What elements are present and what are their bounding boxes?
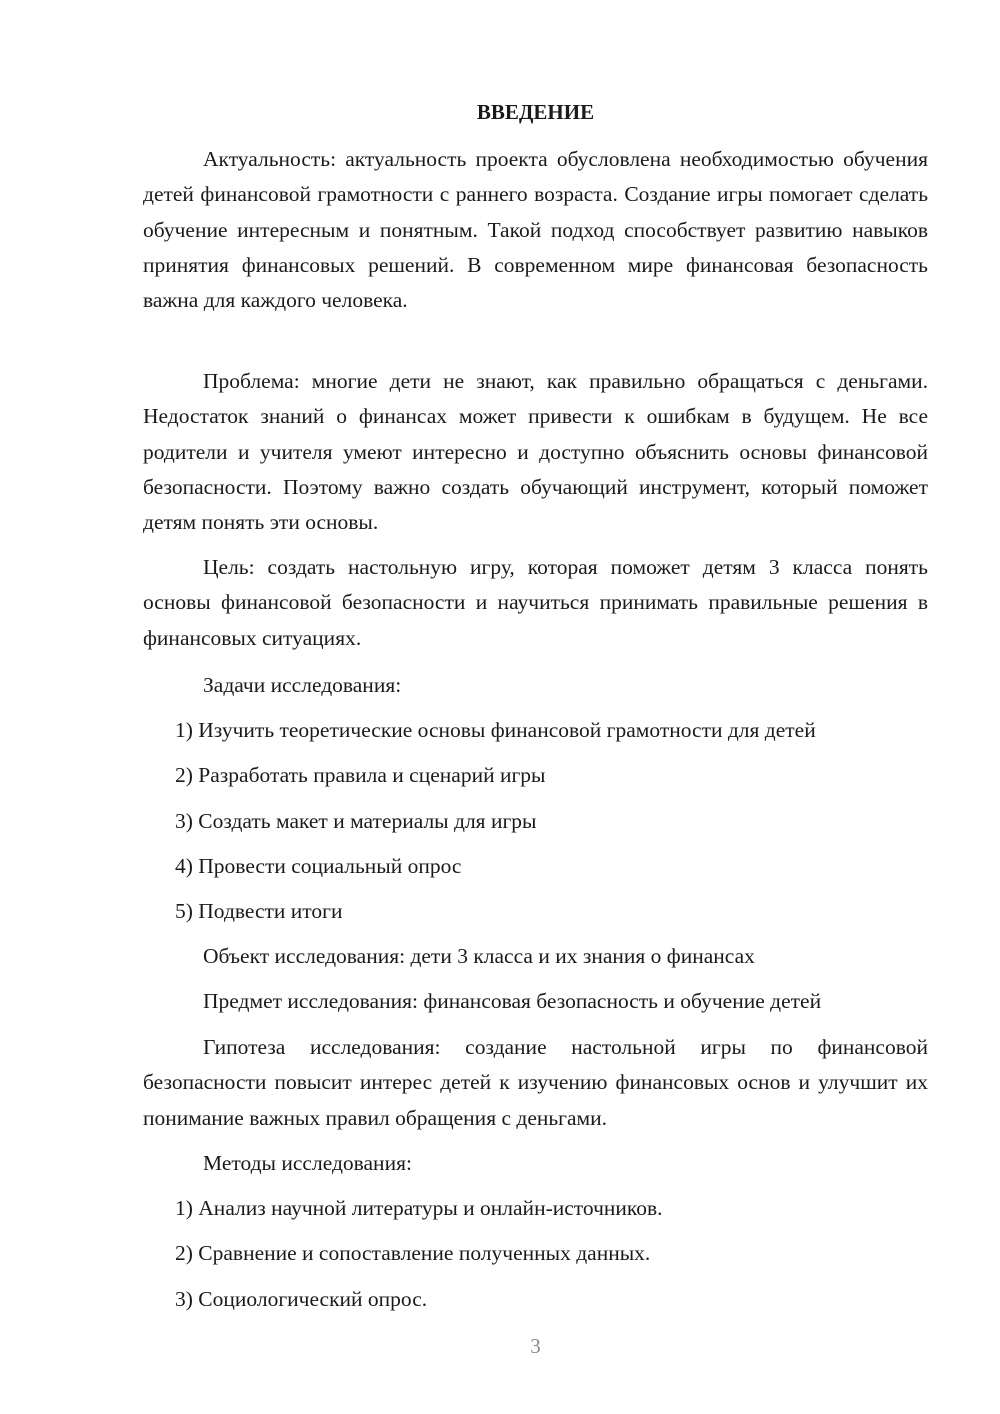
list-item: 2) Разработать правила и сценарий игры [175, 763, 546, 787]
paragraph-goal: Цель: создать настольную игру, которая поможет детям 3 класса понять основы финансовой безопасности и научиться принимать правильные решения в финансовых ситуациях. [143, 555, 928, 650]
list-item: 3) Создать макет и материалы для игры [175, 809, 537, 833]
page-number: 3 [530, 1334, 541, 1358]
list-item: 4) Провести социальный опрос [175, 854, 462, 878]
paragraph-hypothesis: Гипотеза исследования: создание настольной игры по финансовой безопасности повысит интерес детей к изучению финансовых основ и улучшит их понимание важных правил обращения с деньгами. [143, 1035, 928, 1130]
section-title: ВВЕДЕНИЕ [476, 100, 595, 124]
tasks-heading: Задачи исследования: [203, 673, 402, 697]
paragraph-relevance: Актуальность: актуальность проекта обусловлена необходимостью обучения детей финансовой грамотности с раннего возраста. Создание игры помогает сделать обучение интересным и понятным. Такой подход способствует развитию навыков принятия финансовых решений. В современном мире финансовая безопасность важна для каждого человека. [143, 147, 928, 313]
list-item: 2) Сравнение и сопоставление полученных данных. [175, 1241, 651, 1265]
list-item: 1) Изучить теоретические основы финансовой грамотности для детей [175, 718, 816, 742]
list-item: 3) Социологический опрос. [175, 1287, 428, 1311]
research-object: Объект исследования: дети 3 класса и их знания о финансах [203, 944, 755, 968]
list-item: 5) Подвести итоги [175, 899, 343, 923]
paragraph-problem: Проблема: многие дети не знают, как правильно обращаться с деньгами. Недостаток знаний о финансах может привести к ошибкам в будущем. Не все родители и учителя умеют интересно и доступно объяснить основы финансовой безопасности. Поэтому важно создать обучающий инструмент, который поможет детям понять эти основы. [143, 369, 928, 535]
list-item: 1) Анализ научной литературы и онлайн-источников. [175, 1196, 663, 1220]
research-subject: Предмет исследования: финансовая безопасность и обучение детей [203, 989, 822, 1013]
methods-heading: Методы исследования: [203, 1151, 412, 1175]
